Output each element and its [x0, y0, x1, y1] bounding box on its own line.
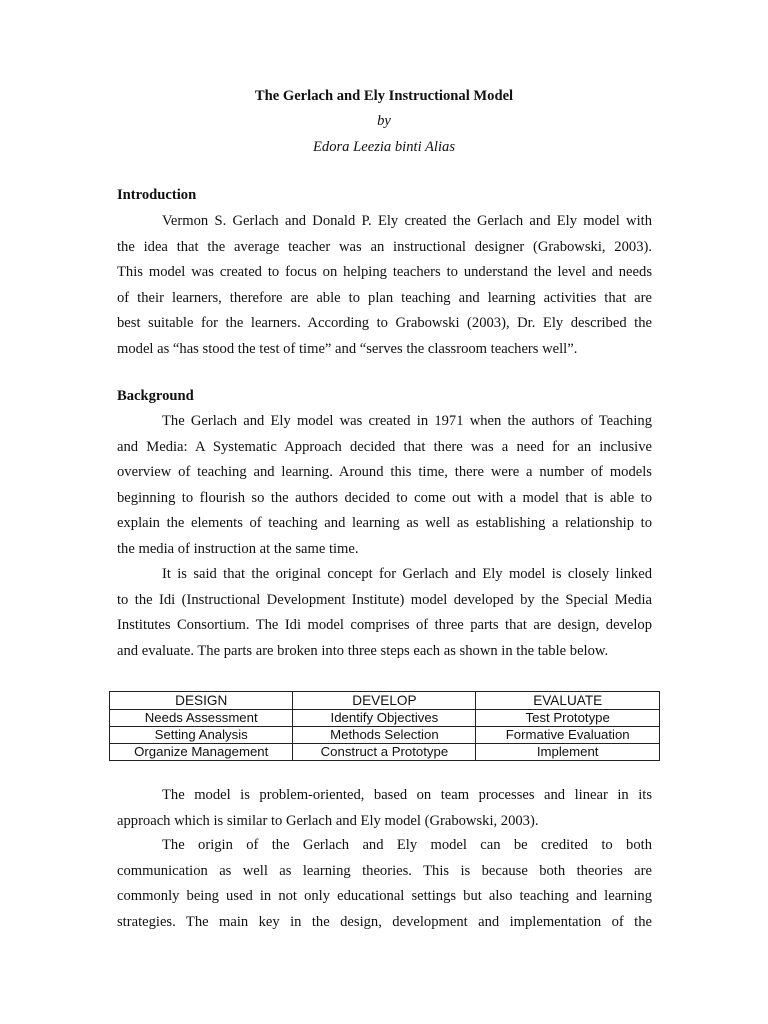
paragraph-line: approach which is similar to Gerlach and Ely model (Grabowski, 2003).	[117, 812, 539, 829]
table-cell: Needs Assessment	[110, 710, 293, 727]
background-heading: Background	[117, 388, 194, 404]
table-cell: Construct a Prototype	[293, 744, 476, 761]
paragraph-line: best suitable for the learners. According to Grabowski (2003), Dr. Ely described the	[117, 315, 652, 331]
paragraph-line: The origin of the Gerlach and Ely model can be credited to both	[162, 837, 652, 853]
table-row	[110, 744, 660, 761]
table-header-row	[110, 692, 660, 710]
paragraph-line: model as “has stood the test of time” and “serves the classroom teachers well”.	[117, 340, 578, 357]
table-row	[110, 710, 660, 727]
table-cell: Identify Objectives	[293, 710, 476, 727]
background-paragraph-2	[117, 562, 652, 664]
table-cell: Setting Analysis	[110, 727, 293, 744]
table-cell: Formative Evaluation	[476, 727, 660, 744]
paragraph-line: communication as well as learning theories. This is because both theories are	[117, 862, 652, 879]
table-cell: Implement	[476, 744, 660, 761]
table-header-cell: DESIGN	[110, 692, 293, 710]
table-cell: Test Prototype	[476, 710, 660, 727]
table-header-cell: DEVELOP	[293, 692, 476, 710]
idi-model-table	[109, 691, 660, 761]
after-table-paragraph-2	[117, 833, 652, 935]
paragraph-line: explain the elements of teaching and learning as well as establishing a relationship to	[117, 515, 652, 531]
introduction-heading: Introduction	[117, 187, 197, 203]
after-table-paragraph-1	[117, 783, 652, 834]
paragraph-line: beginning to flourish so the authors decided to come out with a model that is able to	[117, 489, 652, 506]
table-header-cell: EVALUATE	[476, 692, 660, 710]
paragraph-line: the idea that the average teacher was an instructional designer (Grabowski, 2003).	[117, 238, 652, 255]
paragraph-line: the media of instruction at the same time.	[117, 540, 359, 557]
paragraph-line: and evaluate. The parts are broken into three steps each as shown in the table below.	[117, 642, 609, 659]
paragraph-line: The Gerlach and Ely model was created in 1971 when the authors of Teaching	[162, 413, 652, 429]
byline-by: by	[377, 113, 391, 129]
paragraph-line: and Media: A Systematic Approach decided that there was a need for an inclusive	[117, 438, 652, 455]
paragraph-line: Institutes Consortium. The Idi model comprises of three parts that are design, develop	[117, 617, 652, 633]
paragraph-line: to the Idi (Instructional Development Institute) model developed by the Special Media	[117, 591, 652, 608]
paragraph-line: The model is problem-oriented, based on team processes and linear in its	[162, 787, 652, 803]
table-cell: Organize Management	[110, 744, 293, 761]
paragraph-line: of their learners, therefore are able to plan teaching and learning activities that are	[117, 289, 652, 306]
paragraph-line: It is said that the original concept for Gerlach and Ely model is closely linked	[162, 566, 652, 582]
paragraph-line: strategies. The main key in the design, development and implementation of the	[117, 913, 652, 930]
introduction-paragraph	[117, 209, 652, 362]
paragraph-line: commonly being used in not only educational settings but also teaching and learning	[117, 888, 652, 904]
paragraph-line: overview of teaching and learning. Around this time, there were a number of models	[117, 464, 652, 480]
document-title: The Gerlach and Ely Instructional Model	[254, 88, 514, 104]
document-author: Edora Leezia binti Alias	[312, 139, 456, 155]
table-cell: Methods Selection	[293, 727, 476, 744]
table-row	[110, 727, 660, 744]
paragraph-line: Vermon S. Gerlach and Donald P. Ely created the Gerlach and Ely model with	[162, 213, 652, 229]
paragraph-line: This model was created to focus on helping teachers to understand the level and needs	[117, 264, 652, 280]
background-paragraph-1	[117, 409, 652, 562]
